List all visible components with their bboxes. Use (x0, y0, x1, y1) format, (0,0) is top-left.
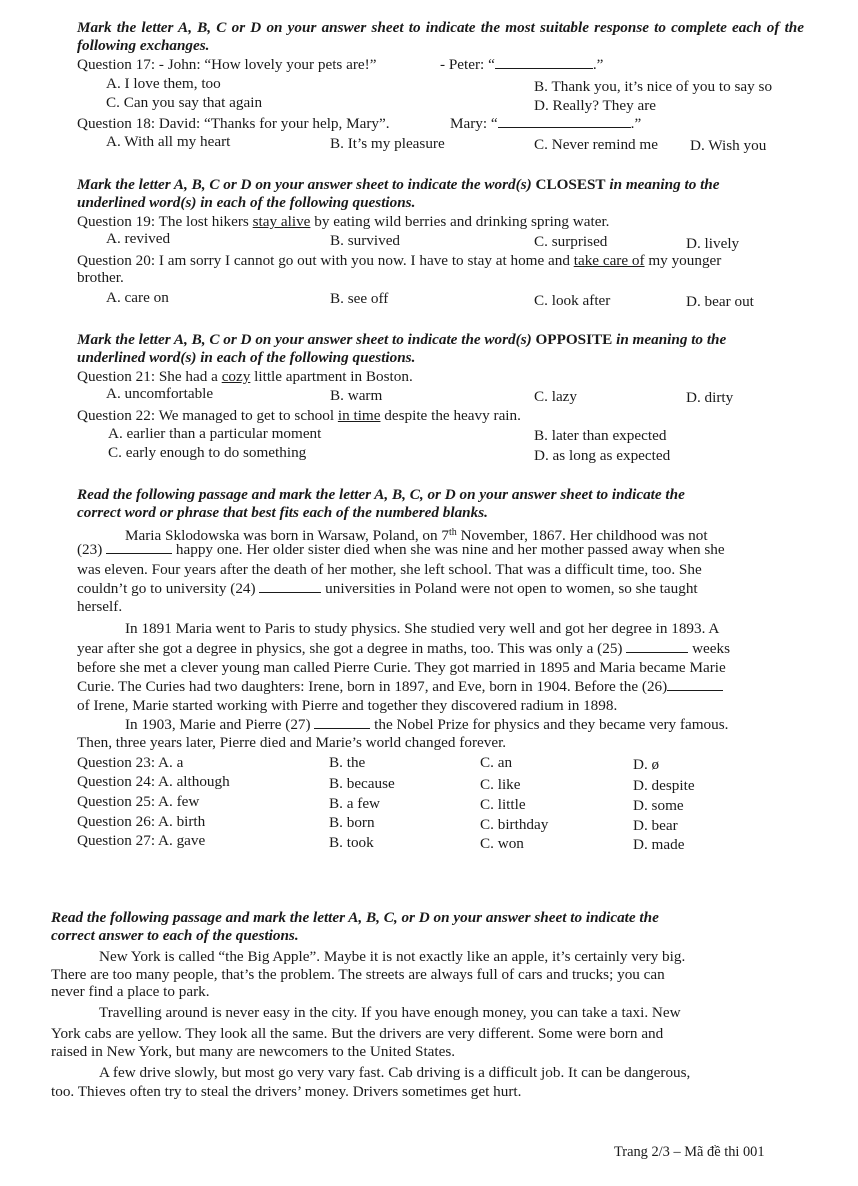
passage2-line: of Irene, Marie started working with Pierre and together they discovered radium in 1898. (77, 697, 618, 714)
q24-option-c: C. like (480, 776, 521, 793)
q17-reply-open: - Peter: “ (440, 56, 495, 73)
q17-reply-close: .” (592, 56, 604, 73)
question-17 (77, 56, 376, 74)
q18-dialogue: David: “Thanks for your help, Mary”. (158, 115, 390, 132)
q19-option-a: A. revived (106, 230, 171, 247)
passage1-line: herself. (77, 598, 123, 615)
q24-option-a: Question 24: A. although (77, 773, 230, 790)
q27-option-b: B. took (329, 834, 374, 851)
passage1-text: Maria Sklodowska was born in Warsaw, Poland, on 7 (125, 527, 450, 544)
q21-option-a: A. uncomfortable (106, 385, 214, 402)
q20-option-d: D. bear out (686, 293, 754, 310)
section2-instruction-tail: in meaning to the (605, 176, 720, 193)
blank-number-23: (23) (77, 541, 103, 558)
q18-reply-open: Mary: “ (450, 115, 498, 132)
page-footer: Trang 2/3 – Mã đề thi 001 (614, 1144, 765, 1160)
q19-option-b: B. survived (330, 232, 401, 249)
q23-option-c: C. an (480, 754, 513, 771)
passage2-text: weeks (692, 640, 731, 657)
q26-option-c: C. birthday (480, 816, 549, 833)
passage1-text: couldn’t go to university (24) (77, 580, 256, 597)
passage5-line: There are too many people, that’s the problem. The streets are always full of cars and trucks; you can (51, 966, 665, 983)
q17-option-a: A. I love them, too (106, 75, 221, 92)
passage2-line: before she met a clever young man called Pierre Curie. They got married in 1895 and Maria became Marie (77, 659, 726, 676)
q17-reply (440, 56, 603, 74)
section4-instruction: Read the following passage and mark the letter A, B, C, or D on your answer sheet to indicate the (77, 486, 685, 503)
passage3-line (125, 716, 728, 734)
q20-option-c: C. look after (534, 292, 611, 309)
q18-label: Question 18: (77, 115, 156, 132)
q19-label: Question 19: (77, 213, 156, 230)
q24-option-b: B. because (329, 775, 395, 792)
q17-option-c: C. Can you say that again (106, 94, 263, 111)
section3-instruction (77, 331, 726, 349)
blank-26 (667, 678, 723, 691)
passage3-line: Then, three years later, Pierre died and Marie’s world changed forever. (77, 734, 507, 751)
section5-instruction-line2: correct answer to each of the questions. (51, 927, 299, 944)
passage1-text: happy one. Her older sister died when she was nine and her mother passed away when she (175, 541, 725, 558)
question-19 (77, 213, 609, 231)
passage2-text: year after she got a degree in physics, she got a degree in maths, too. This was only a (25) (77, 640, 623, 657)
q17-label: Question 17: (77, 56, 156, 73)
q27-option-d: D. made (633, 836, 685, 853)
q22-underlined: in time (337, 407, 381, 424)
q25-option-c: C. little (480, 796, 526, 813)
section1-instruction: Mark the letter A, B, C or D on your answer sheet to indicate the most suitable response to complete each of the following exchanges. (77, 19, 804, 54)
q17-option-d: D. Really? They are (534, 97, 657, 114)
q21-text-before: She had a (158, 368, 222, 385)
passage2-line (77, 640, 730, 658)
passage5-line: Travelling around is never easy in the city. If you have enough money, you can take a taxi. New (99, 1004, 681, 1021)
q21-label: Question 21: (77, 368, 156, 385)
passage5-line: New York is called “the Big Apple”. Maybe it is not exactly like an apple, it’s certainly very big. (99, 948, 686, 965)
q19-text-after: by eating wild berries and drinking spring water. (310, 213, 610, 230)
q18-option-b: B. It’s my pleasure (330, 135, 445, 152)
blank-27 (314, 716, 370, 729)
passage5-line: never find a place to park. (51, 983, 210, 1000)
q18-option-d: D. Wish you (690, 137, 767, 154)
section4-instruction-line2: correct word or phrase that best fits each of the numbered blanks. (77, 504, 488, 521)
passage2-text: Curie. The Curies had two daughters: Irene, born in 1897, and Eve, born in 1904. Before the (26) (77, 678, 668, 695)
q26-option-b: B. born (329, 814, 375, 831)
q18-blank (498, 115, 631, 128)
section3-keyword: OPPOSITE (535, 331, 613, 348)
q19-text-before: The lost hikers (158, 213, 253, 230)
q27-option-c: C. won (480, 835, 524, 852)
question-21 (77, 368, 413, 386)
question-22 (77, 407, 521, 425)
q19-option-d: D. lively (686, 235, 740, 252)
q20-label: Question 20: (77, 252, 156, 269)
q23-option-b: B. the (329, 754, 366, 771)
q18-reply-close: .” (630, 115, 642, 132)
q17-option-b: B. Thank you, it’s nice of you to say so (534, 78, 773, 95)
q18-option-a: A. With all my heart (106, 133, 231, 150)
passage5-line: A few drive slowly, but most go very vary fast. Cab driving is a difficult job. It can be dangerous, (99, 1064, 691, 1081)
passage1-text: November, 1867. Her childhood was not (456, 527, 708, 544)
q21-option-b: B. warm (330, 387, 383, 404)
q21-option-d: D. dirty (686, 389, 734, 406)
q25-option-d: D. some (633, 797, 684, 814)
q22-option-d: D. as long as expected (534, 447, 671, 464)
passage5-line: too. Thieves often try to steal the drivers’ money. Drivers sometimes get hurt. (51, 1083, 522, 1100)
q23-option-d: D. ø (633, 756, 660, 773)
section2-instruction-line2: underlined word(s) in each of the following questions. (77, 194, 416, 211)
section2-instruction (77, 176, 720, 194)
passage1-text: universities in Poland were not open to women, so she taught (325, 580, 698, 597)
q22-option-b: B. later than expected (534, 427, 667, 444)
passage5-line: raised in New York, but many are newcomers to the United States. (51, 1043, 456, 1060)
q24-option-d: D. despite (633, 777, 695, 794)
q20-option-b: B. see off (330, 290, 389, 307)
q22-text-before: We managed to get to school (158, 407, 338, 424)
section2-instruction-text: Mark the letter A, B, C or D on your answer sheet to indicate the word(s) (77, 176, 536, 193)
passage3-text: the Nobel Prize for physics and they became very famous. (374, 716, 729, 733)
passage2-line: In 1891 Maria went to Paris to study physics. She studied very well and got her degree in 1893. A (125, 620, 720, 637)
q25-option-a: Question 25: A. few (77, 793, 200, 810)
q19-option-c: C. surprised (534, 233, 608, 250)
section3-instruction-line2: underlined word(s) in each of the following questions. (77, 349, 416, 366)
section5-instruction: Read the following passage and mark the letter A, B, C, or D on your answer sheet to indicate the (51, 909, 659, 926)
question-20 (77, 252, 721, 270)
q18-reply (450, 115, 641, 133)
passage1-line (77, 580, 698, 598)
q26-option-d: D. bear (633, 817, 678, 834)
section3-instruction-text: Mark the letter A, B, C or D on your answer sheet to indicate the word(s) (77, 331, 536, 348)
q23-option-a: Question 23: A. a (77, 754, 184, 771)
blank-25 (626, 640, 688, 653)
blank-23 (106, 541, 172, 554)
q20-line2: brother. (77, 269, 124, 286)
q22-label: Question 22: (77, 407, 156, 424)
q27-option-a: Question 27: A. gave (77, 832, 206, 849)
q22-option-c: C. early enough to do something (108, 444, 307, 461)
q21-option-c: C. lazy (534, 388, 578, 405)
q17-blank (495, 56, 593, 69)
q20-underlined: take care of (573, 252, 645, 269)
passage2-line (77, 678, 723, 696)
blank-24 (259, 580, 321, 593)
q25-option-b: B. a few (329, 795, 381, 812)
q17-dialogue: - John: “How lovely your pets are!” (158, 56, 377, 73)
q22-text-after: despite the heavy rain. (380, 407, 521, 424)
q26-option-a: Question 26: A. birth (77, 813, 206, 830)
q21-text-after: little apartment in Boston. (250, 368, 413, 385)
section3-instruction-tail: in meaning to the (612, 331, 727, 348)
q20-text-after: my younger (644, 252, 722, 269)
q21-underlined: cozy (221, 368, 251, 385)
passage1-line: was eleven. Four years after the death of her mother, she left school. That was a difficult time, too. She (77, 561, 702, 578)
q19-underlined: stay alive (252, 213, 311, 230)
passage3-text: In 1903, Marie and Pierre (27) (125, 716, 311, 733)
section2-keyword: CLOSEST (535, 176, 606, 193)
passage1-line (77, 541, 725, 559)
question-18 (77, 115, 390, 133)
q22-option-a: A. earlier than a particular moment (108, 425, 322, 442)
q18-option-c: C. Never remind me (534, 136, 658, 153)
passage1-superscript: th (449, 527, 457, 538)
q20-option-a: A. care on (106, 289, 169, 306)
q20-text-before: I am sorry I cannot go out with you now. I have to stay at home and (158, 252, 574, 269)
passage5-line: York cabs are yellow. They look all the same. But the drivers are very different. Some were born and (51, 1025, 664, 1042)
